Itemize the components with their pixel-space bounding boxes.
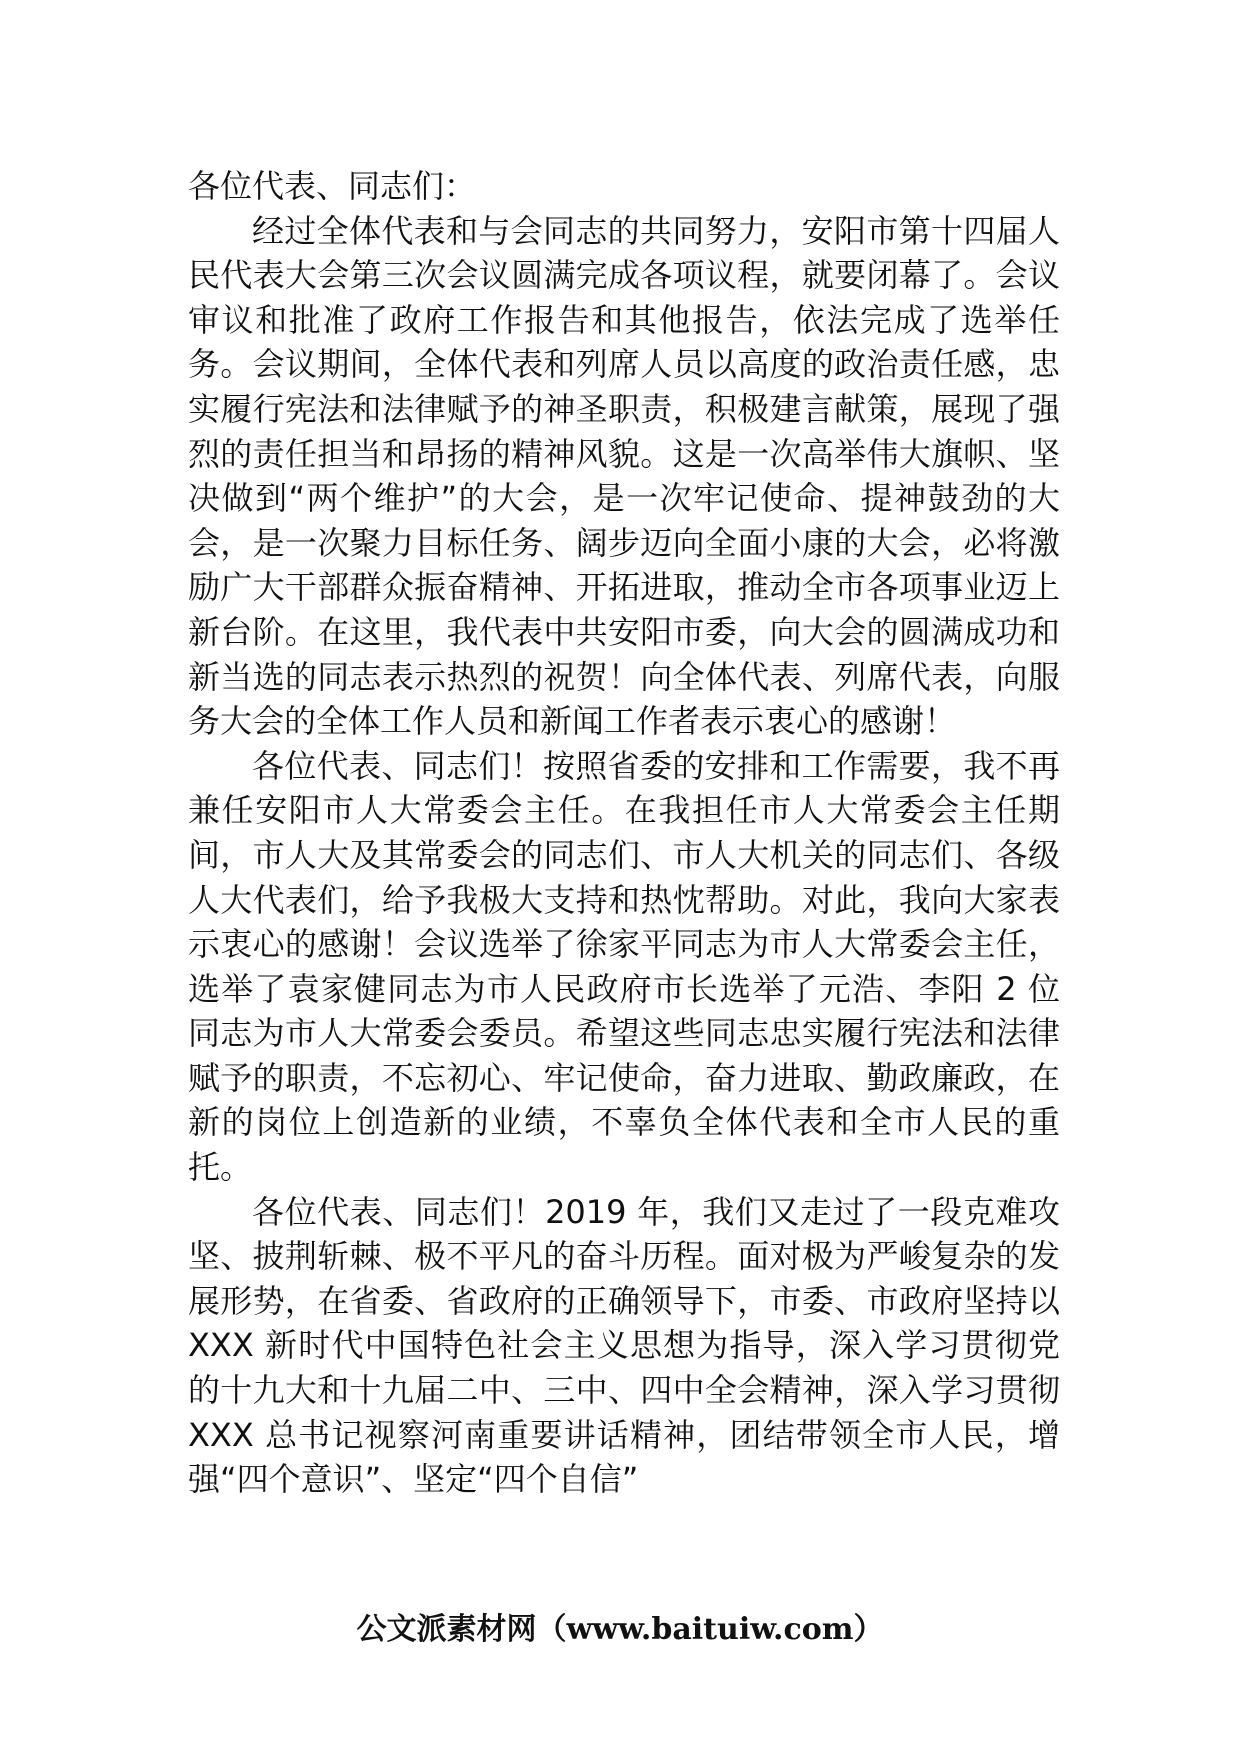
- document-body: [188, 164, 1060, 1502]
- salutation: 各位代表、同志们：: [188, 167, 477, 205]
- paragraph-1: 经过全体代表和与会同志的共同努力，安阳市第十四届人民代表大会第三次会议圆满完成各项议程，就要闭幕了。会议审议和批准了政府工作报告和其他报告，依法完成了选举任务。会议期间，全体代表和列席人员以高度的政治责任感，忠实履行宪法和法律赋予的神圣职责，积极建言献策，展现了强烈的责任担当和昂扬的精神风貌。这是一次高举伟大旗帜、坚决做到“两个维护”的大会，是一次牢记使命、提神鼓劲的大会，是一次聚力目标任务、阔步迈向全面小康的大会，必将激励广大干部群众振奋精神、开拓进取，推动全市各项事业迈上新台阶。在这里，我代表中共安阳市委，向大会的圆满成功和新当选的同志表示热烈的祝贺！向全体代表、列席代表，向服务大会的全体工作人员和新闻工作者表示衷心的感谢！: [188, 211, 1060, 741]
- paragraph-2: 各位代表、同志们！按照省委的安排和工作需要，我不再兼任安阳市人大常委会主任。在我担任市人大常委会主任期间，市人大及其常委会的同志们、市人大机关的同志们、各级人大代表们，给予我极大支持和热忱帮助。对此，我向大家表示衷心的感谢！会议选举了徐家平同志为市人大常委会主任，选举了袁家健同志为市人民政府市长选举了元浩、李阳 2 位同志为市人大常委会委员。希望这些同志忠实履行宪法和法律赋予的职责，不忘初心、牢记使命，奋力进取、勤政廉政，在新的岗位上创造新的业绩，不辜负全体代表和全市人民的重托。: [188, 746, 1060, 1187]
- footer-watermark: 公文派素材网（www.baituiw.com）: [356, 1612, 884, 1647]
- paragraph-3: 各位代表、同志们！2019 年，我们又走过了一段克难攻坚、披荆斩棘、极不平凡的奋斗历程。面对极为严峻复杂的发展形势，在省委、省政府的正确领导下，市委、市政府坚持以 XXX 新时代中国特色社会主义思想为指导，深入学习贯彻党的十九大和十九届二中、三中、四中全会精神，深入学习贯彻 XXX 总书记视察河南重要讲话精神，团结带领全市人民，增强“四个意识”、坚定“四个自信”: [188, 1192, 1060, 1499]
